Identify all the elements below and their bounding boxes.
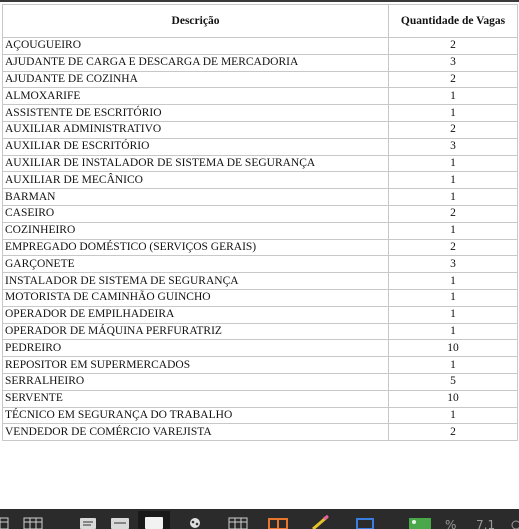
job-description-cell: PEDREIRO	[3, 340, 389, 357]
vacancy-quantity-cell: 1	[389, 172, 518, 189]
vacancy-quantity-cell: 1	[389, 323, 518, 340]
table-row	[3, 390, 518, 407]
table-row	[3, 323, 518, 340]
job-description-cell: AJUDANTE DE COZINHA	[3, 71, 389, 88]
image-icon[interactable]	[409, 518, 431, 529]
vacancy-quantity-cell: 2	[389, 71, 518, 88]
job-description-cell: CASEIRO	[3, 205, 389, 222]
table-row	[3, 256, 518, 273]
job-description-cell: EMPREGADO DOMÉSTICO (SERVIÇOS GERAIS)	[3, 239, 389, 256]
job-description-cell: BARMAN	[3, 189, 389, 206]
grid-icon[interactable]	[24, 518, 42, 529]
table-row	[3, 172, 518, 189]
table-row	[3, 71, 518, 88]
job-description-cell: INSTALADOR DE SISTEMA DE SEGURANÇA	[3, 273, 389, 290]
table-row	[3, 239, 518, 256]
text-icon[interactable]	[445, 518, 519, 529]
table-row	[3, 407, 518, 424]
table-row	[3, 273, 518, 290]
table-row	[3, 105, 518, 122]
column-header-description: Descrição	[3, 5, 389, 38]
table-row	[3, 155, 518, 172]
job-description-cell: AUXILIAR ADMINISTRATIVO	[3, 121, 389, 138]
job-description-cell: SERRALHEIRO	[3, 373, 389, 390]
job-description-cell: VENDEDOR DE COMÉRCIO VAREJISTA	[3, 424, 389, 441]
svg-text:%: %	[445, 518, 457, 529]
toolbar-icons	[0, 509, 519, 529]
vacancy-quantity-cell: 1	[389, 189, 518, 206]
table-row	[3, 138, 518, 155]
vacancy-quantity-cell: 10	[389, 340, 518, 357]
vacancy-quantity-cell: 1	[389, 88, 518, 105]
bottom-toolbar	[0, 509, 519, 529]
vacancy-quantity-cell: 3	[389, 256, 518, 273]
job-description-cell: OPERADOR DE MÁQUINA PERFURATRIZ	[3, 323, 389, 340]
table-row	[3, 205, 518, 222]
table-row	[3, 289, 518, 306]
job-description-cell: AJUDANTE DE CARGA E DESCARGA DE MERCADORIA	[3, 54, 389, 71]
vacancy-quantity-cell: 2	[389, 239, 518, 256]
job-description-cell: AUXILIAR DE ESCRITÓRIO	[3, 138, 389, 155]
table-row	[3, 189, 518, 206]
vacancy-quantity-cell: 2	[389, 38, 518, 55]
job-description-cell: GARÇONETE	[3, 256, 389, 273]
vacancy-quantity-cell: 1	[389, 155, 518, 172]
table-body	[3, 38, 518, 441]
job-description-cell: REPOSITOR EM SUPERMERCADOS	[3, 357, 389, 374]
column-header-quantity: Quantidade de Vagas	[389, 5, 518, 38]
table-header-row	[3, 5, 518, 38]
job-description-cell: AÇOUGUEIRO	[3, 38, 389, 55]
table-row	[3, 424, 518, 441]
table-icon[interactable]	[229, 518, 247, 529]
vacancy-quantity-cell: 2	[389, 205, 518, 222]
table-row	[3, 54, 518, 71]
vacancy-quantity-cell: 1	[389, 357, 518, 374]
job-vacancies-table	[2, 4, 518, 441]
table-row	[3, 357, 518, 374]
job-description-cell: MOTORISTA DE CAMINHÃO GUINCHO	[3, 289, 389, 306]
job-description-cell: TÉCNICO EM SEGURANÇA DO TRABALHO	[3, 407, 389, 424]
comment-icon[interactable]	[80, 518, 96, 529]
paint-icon[interactable]	[190, 518, 200, 528]
vacancy-quantity-cell: 3	[389, 54, 518, 71]
vacancy-quantity-cell: 5	[389, 373, 518, 390]
blank-icon[interactable]	[145, 517, 163, 529]
table-row	[3, 340, 518, 357]
vacancy-quantity-cell: 1	[389, 273, 518, 290]
table-row	[3, 306, 518, 323]
grid-icon[interactable]	[0, 518, 8, 529]
job-description-cell: OPERADOR DE EMPILHADEIRA	[3, 306, 389, 323]
vacancy-quantity-cell: 2	[389, 121, 518, 138]
document-page	[0, 2, 519, 500]
vacancy-quantity-cell: 1	[389, 222, 518, 239]
job-description-cell: SERVENTE	[3, 390, 389, 407]
job-description-cell: ASSISTENTE DE ESCRITÓRIO	[3, 105, 389, 122]
job-description-cell: AUXILIAR DE INSTALADOR DE SISTEMA DE SEGURANÇA	[3, 155, 389, 172]
svg-text:7.1: 7.1	[476, 518, 496, 529]
table-row	[3, 222, 518, 239]
table-row	[3, 88, 518, 105]
table-row	[3, 373, 518, 390]
vacancy-quantity-cell: 1	[389, 306, 518, 323]
pencil-icon[interactable]	[313, 516, 328, 529]
minus-icon[interactable]	[111, 518, 129, 529]
square-icon[interactable]	[357, 519, 373, 529]
job-description-cell: AUXILIAR DE MECÂNICO	[3, 172, 389, 189]
frame-icon[interactable]	[269, 519, 287, 529]
table-row	[3, 121, 518, 138]
vacancy-quantity-cell: 10	[389, 390, 518, 407]
vacancy-quantity-cell: 3	[389, 138, 518, 155]
vacancy-quantity-cell: 1	[389, 407, 518, 424]
vacancy-quantity-cell: 1	[389, 105, 518, 122]
table-row	[3, 38, 518, 55]
vacancy-quantity-cell: 1	[389, 289, 518, 306]
vacancy-quantity-cell: 2	[389, 424, 518, 441]
job-description-cell: COZINHEIRO	[3, 222, 389, 239]
job-description-cell: ALMOXARIFE	[3, 88, 389, 105]
